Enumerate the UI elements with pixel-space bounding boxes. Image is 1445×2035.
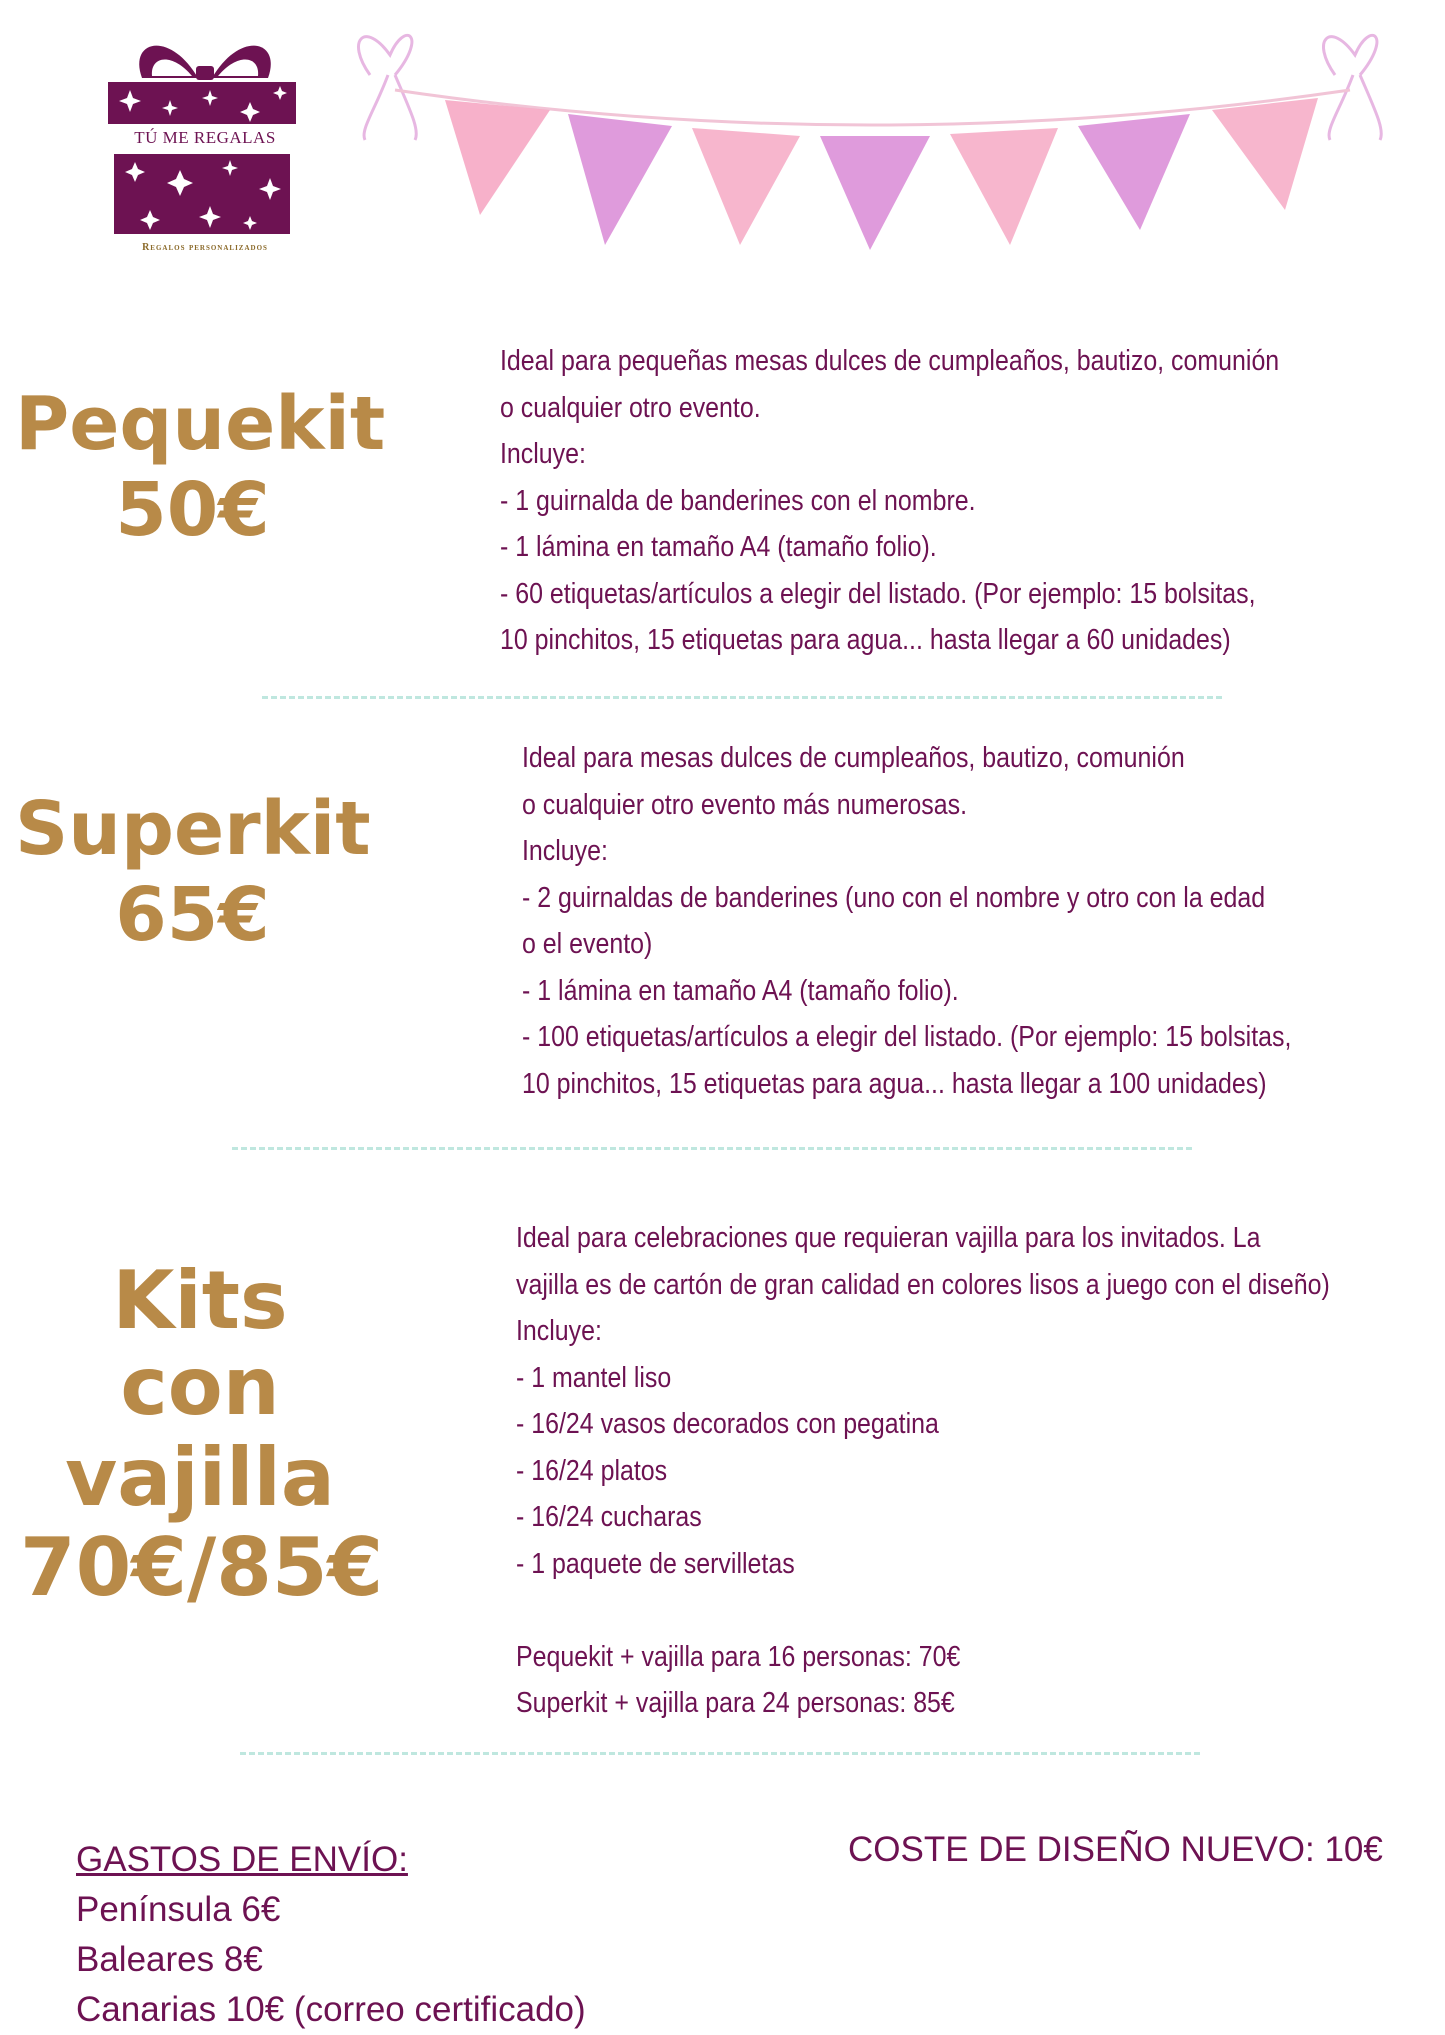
desc-line: - 1 paquete de servilletas xyxy=(516,1547,795,1580)
desc-line: - 1 lámina en tamaño A4 (tamaño folio). xyxy=(500,531,937,563)
desc-line: o el evento) xyxy=(522,928,653,960)
desc-line: 10 pinchitos, 15 etiquetas para agua... hasta llegar a 60 unidades) xyxy=(500,624,1231,656)
flag-1 xyxy=(445,100,550,215)
bunting-decoration xyxy=(350,20,1400,260)
desc-line: - 100 etiquetas/artículos a elegir del listado. (Por ejemplo: 15 bolsitas, xyxy=(522,1021,1292,1053)
section-divider xyxy=(240,1752,1200,1755)
shipping-line: Canarias 10€ (correo certificado) xyxy=(76,1990,586,2029)
shipping-line: Península 6€ xyxy=(76,1890,281,1929)
kit-name: Kits con xyxy=(112,1254,288,1434)
desc-line: - 16/24 platos xyxy=(516,1454,668,1487)
kit-name: Superkit xyxy=(15,786,371,872)
flag-2 xyxy=(568,114,672,245)
desc-line: Ideal para pequeñas mesas dulces de cumpleaños, bautizo, comunión xyxy=(500,345,1280,377)
kit-price: 70€/85€ xyxy=(20,1521,384,1615)
kit-name: Pequekit xyxy=(15,381,386,467)
kit-title-superkit xyxy=(15,786,371,958)
desc-line: Ideal para celebraciones que requieran vajilla para los invitados. La xyxy=(516,1222,1261,1254)
desc-line: o cualquier otro evento más numerosas. xyxy=(522,788,968,821)
kit-name: vajilla xyxy=(65,1430,335,1524)
desc-line: Ideal para mesas dulces de cumpleaños, bautizo, comunión xyxy=(522,742,1185,774)
kit-title-pequekit xyxy=(15,381,386,553)
kit-description-vajilla xyxy=(516,1215,1330,1727)
shipping-line: Baleares 8€ xyxy=(76,1940,263,1979)
desc-line: Pequekit + vajilla para 16 personas: 70€ xyxy=(516,1640,961,1673)
desc-line: 10 pinchitos, 15 etiquetas para agua... hasta llegar a 100 unidades) xyxy=(522,1067,1267,1100)
kit-price: 50€ xyxy=(115,466,270,553)
flag-7 xyxy=(1212,98,1318,210)
desc-line: - 1 mantel liso xyxy=(516,1361,672,1394)
desc-line: - 16/24 cucharas xyxy=(516,1501,702,1533)
desc-line: - 2 guirnaldas de banderines (uno con el nombre y otro con la edad xyxy=(522,881,1266,914)
desc-line: Incluye: xyxy=(516,1315,602,1347)
desc-line: - 1 guirnalda de banderines con el nombre. xyxy=(500,484,976,517)
flag-6 xyxy=(1078,114,1190,230)
desc-line: Incluye: xyxy=(500,438,586,470)
kit-title-vajilla xyxy=(20,1254,384,1615)
desc-line: - 60 etiquetas/artículos a elegir del listado. (Por ejemplo: 15 bolsitas, xyxy=(500,577,1256,610)
section-divider xyxy=(262,696,1222,699)
design-cost: COSTE DE DISEÑO NUEVO: 10€ xyxy=(848,1830,1383,1869)
brand-name: TÚ ME REGALAS xyxy=(134,128,276,147)
flag-5 xyxy=(950,128,1058,245)
flag-3 xyxy=(692,128,800,245)
desc-line: vajilla es de cartón de gran calidad en colores lisos a juego con el diseño) xyxy=(516,1268,1330,1301)
desc-line xyxy=(516,1587,1330,1634)
kit-price: 65€ xyxy=(115,871,270,958)
desc-line: Superkit + vajilla para 24 personas: 85€ xyxy=(516,1687,955,1719)
desc-line: - 16/24 vasos decorados con pegatina xyxy=(516,1408,939,1440)
shipping-heading: GASTOS DE ENVÍO: xyxy=(76,1840,408,1879)
desc-line: Incluye: xyxy=(522,835,608,867)
kit-description-superkit xyxy=(522,735,1291,1107)
brand-logo xyxy=(100,20,310,260)
shipping-costs xyxy=(76,1835,586,2035)
desc-line: o cualquier otro evento. xyxy=(500,391,761,424)
kit-description-pequekit xyxy=(500,338,1279,664)
desc-line: - 1 lámina en tamaño A4 (tamaño folio). xyxy=(522,974,959,1007)
section-divider xyxy=(232,1147,1192,1150)
brand-tagline: Regalos personalizados xyxy=(142,242,268,253)
flag-4 xyxy=(820,136,930,250)
